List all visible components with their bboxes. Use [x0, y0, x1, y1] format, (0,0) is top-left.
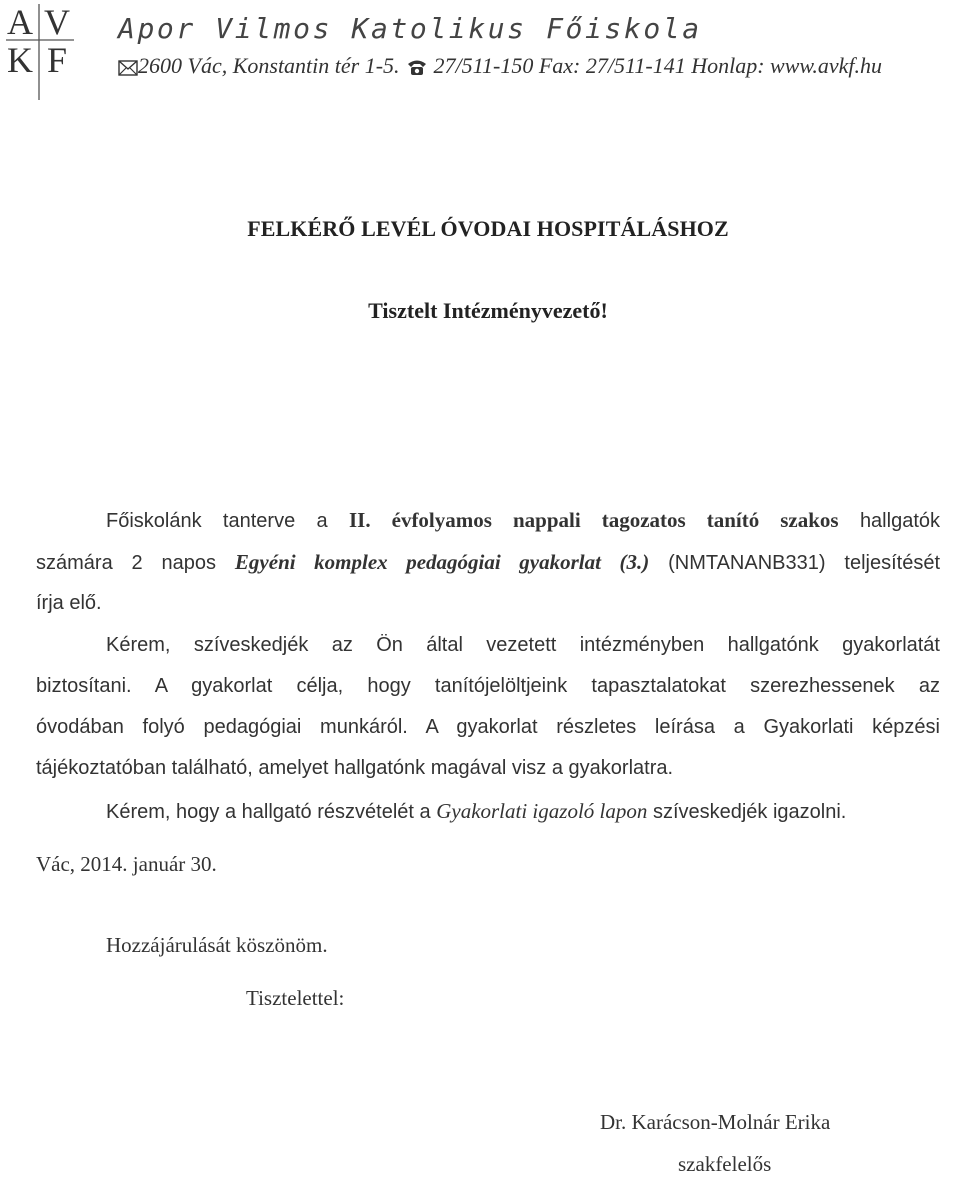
paragraph1-line3: írja elő.: [36, 592, 102, 614]
logo-letter-a: A: [7, 2, 33, 42]
avkf-logo: [2, 2, 76, 100]
paragraph1-line1: [106, 508, 940, 534]
institution-name: Apor Vilmos Katolikus Főiskola: [118, 12, 702, 45]
paragraph2-line4: tájékoztatóban található, amelyet hallgatónk magával visz a gyakorlatra.: [36, 757, 674, 779]
text: számára 2 napos: [36, 552, 217, 574]
contact-address: 2600 Vác, Konstantin tér 1-5.: [138, 53, 400, 78]
salutation: Tisztelt Intézményvezető!: [368, 298, 608, 323]
signatory-role: szakfelelős: [678, 1152, 772, 1176]
place-date: Vác, 2014. január 30.: [36, 852, 217, 876]
envelope-icon: [118, 56, 138, 82]
signatory-name: Dr. Karácson-Molnár Erika: [600, 1110, 831, 1134]
contact-line: [118, 53, 882, 82]
logo-letter-k: K: [7, 40, 33, 80]
text: Kérem, hogy a hallgató részvételét a: [106, 801, 431, 823]
form-name: Gyakorlati igazoló lapon: [436, 799, 648, 823]
logo-letter-v: V: [44, 2, 70, 42]
text: hallgatók: [859, 510, 940, 532]
document-title: FELKÉRŐ LEVÉL ÓVODAI HOSPITÁLÁSHOZ: [247, 216, 729, 241]
contact-phone-fax-web: 27/511-150 Fax: 27/511-141 Honlap: www.avkf.hu: [433, 53, 883, 78]
paragraph2-line3: óvodában folyó pedagógiai munkáról. A gyakorlat részletes leírása a Gyakorlati képzési: [36, 716, 940, 738]
text: (NMTANANB331) teljesítését: [668, 552, 940, 574]
paragraph2-line1: Kérem, szíveskedjék az Ön által vezetett intézményben hallgatónk gyakorlatát: [106, 634, 940, 656]
paragraph1-line2: [36, 550, 940, 576]
logo-letter-f: F: [46, 40, 68, 80]
text: Főiskolánk tanterve a: [106, 510, 328, 532]
telephone-icon: [406, 56, 428, 82]
paragraph3: [106, 799, 846, 824]
regards-line: Tisztelettel:: [246, 986, 345, 1010]
paragraph2-line2: biztosítani. A gyakorlat célja, hogy tanítójelöltjeink tapasztalatokat szerezhessenek az: [36, 675, 940, 697]
text: szíveskedjék igazolni.: [652, 801, 847, 823]
program-name: II. évfolyamos nappali tagozatos tanító szakos: [349, 508, 839, 532]
thanks-line: Hozzájárulását köszönöm.: [106, 933, 328, 957]
practice-name: Egyéni komplex pedagógiai gyakorlat (3.): [234, 550, 650, 574]
